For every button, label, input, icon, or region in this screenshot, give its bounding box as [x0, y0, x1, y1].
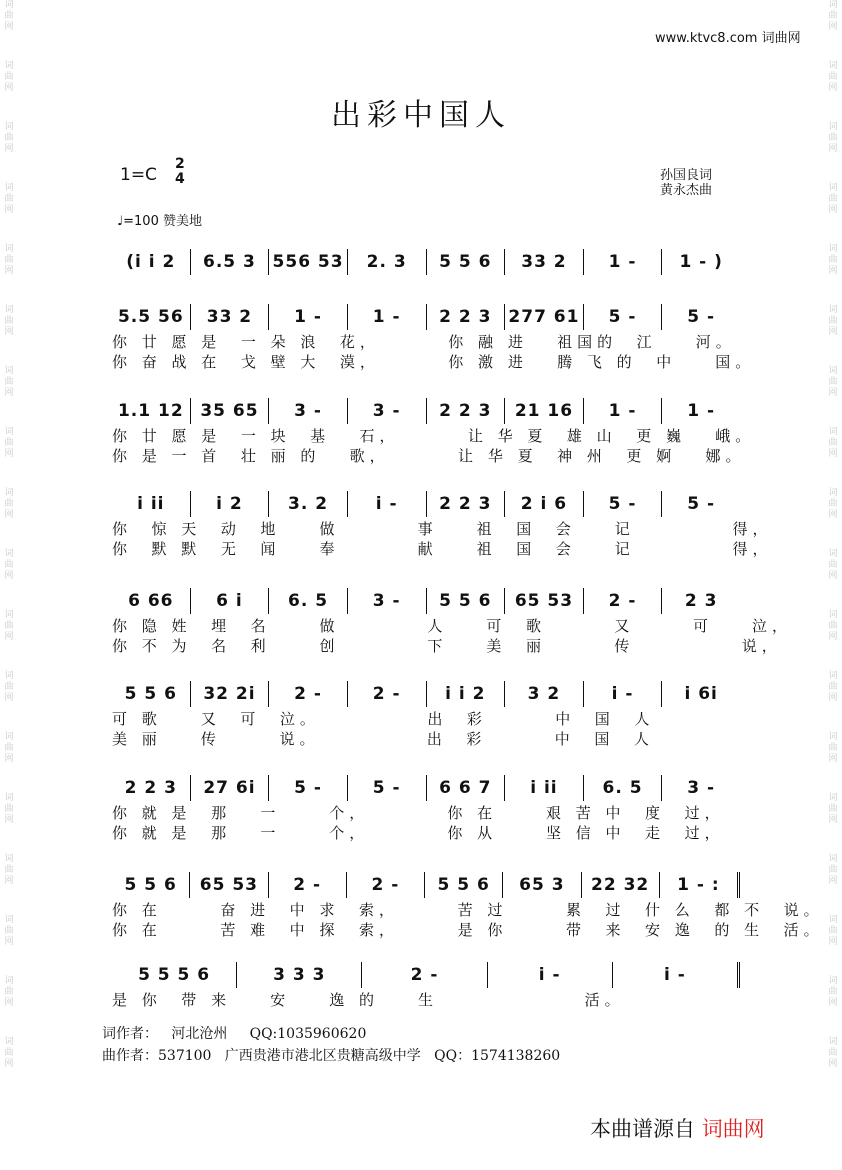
- watermark-char: 曲: [828, 377, 838, 387]
- watermark-gap: [3, 33, 15, 61]
- watermark-gap: [827, 399, 839, 427]
- watermark-char: 曲: [828, 499, 838, 509]
- watermark-char: 网: [4, 632, 14, 642]
- source-site[interactable]: 词曲网: [701, 1117, 765, 1141]
- measure: 5 -: [584, 491, 663, 517]
- watermark-char: 网: [4, 205, 14, 215]
- lyric-line: 你 惊 天 动 地 做 事 祖 国 会 记 得，: [112, 520, 773, 538]
- watermark-char: 网: [4, 876, 14, 886]
- watermark-gap: [3, 887, 15, 915]
- measure: i -: [613, 962, 740, 988]
- watermark-char: 网: [4, 83, 14, 93]
- watermark-char: 网: [828, 876, 838, 886]
- notes-row: [112, 491, 740, 517]
- watermark-char: 网: [828, 693, 838, 703]
- watermark-char: 词: [4, 549, 14, 559]
- watermark-gap: [827, 338, 839, 366]
- lyric-line: 你 就 是 那 一 个， 你 在 艰 苦 中 度 过，: [112, 804, 725, 822]
- measure: 1 -: [584, 249, 663, 275]
- measure: 5.5 56: [112, 304, 191, 330]
- watermark-char: 曲: [828, 743, 838, 753]
- notes-row: [112, 588, 740, 614]
- measure: 65 3: [503, 872, 581, 898]
- watermark-char: 曲: [4, 926, 14, 936]
- watermark-char: 曲: [828, 133, 838, 143]
- watermark-char: 网: [828, 327, 838, 337]
- measure: 5 5 5 6: [112, 962, 237, 988]
- watermark-char: 曲: [828, 926, 838, 936]
- measure: 2. 3: [348, 249, 427, 275]
- watermark-char: 网: [828, 632, 838, 642]
- lyric-line: 你 廿 愿 是 一 块 基 石， 让 华 夏 雄 山 更 巍 峨。: [112, 427, 756, 445]
- measure: 3 -: [348, 398, 427, 424]
- measure: i ii: [112, 491, 191, 517]
- time-signature: [175, 157, 185, 187]
- measure: 1 - :: [660, 872, 740, 898]
- watermark-char: 网: [828, 449, 838, 459]
- watermark-char: 词: [4, 671, 14, 681]
- watermark-gap: [827, 460, 839, 488]
- watermark-gap: [3, 948, 15, 976]
- watermark-left: [3, 0, 15, 1098]
- watermark-gap: [3, 1009, 15, 1037]
- watermark-char: 曲: [828, 865, 838, 875]
- measure: 5 5 6: [425, 872, 503, 898]
- site-header[interactable]: www.ktvc8.com 词曲网: [655, 31, 801, 46]
- watermark-char: 网: [4, 815, 14, 825]
- measure: 5 5 6: [112, 872, 190, 898]
- watermark-char: 词: [828, 0, 838, 10]
- measure: i ii: [505, 775, 584, 801]
- watermark-char: 词: [4, 976, 14, 986]
- watermark-char: 曲: [4, 194, 14, 204]
- measure: 277 61: [505, 304, 584, 330]
- watermark-char: 词: [4, 0, 14, 10]
- watermark-char: 曲: [4, 499, 14, 509]
- watermark-char: 词: [828, 732, 838, 742]
- watermark-gap: [827, 33, 839, 61]
- measure: 5 5 6: [112, 681, 191, 707]
- measure: 5 5 6: [427, 249, 506, 275]
- measure: 65 53: [190, 872, 268, 898]
- measure: 32 2i: [191, 681, 270, 707]
- score-system: [112, 962, 740, 1032]
- watermark-char: 词: [828, 427, 838, 437]
- measure: 1 -: [687, 401, 716, 421]
- watermark-char: 曲: [828, 316, 838, 326]
- measure: 6 66: [112, 588, 191, 614]
- watermark-char: 曲: [828, 987, 838, 997]
- watermark-gap: [3, 216, 15, 244]
- measure: 21 16: [505, 398, 584, 424]
- watermark-gap: [3, 338, 15, 366]
- watermark-char: 曲: [828, 682, 838, 692]
- watermark-gap: [827, 765, 839, 793]
- watermark-char: 词: [828, 549, 838, 559]
- credits: [660, 168, 712, 198]
- measure: 2 -: [269, 681, 348, 707]
- watermark-char: 词: [4, 61, 14, 71]
- watermark-char: 网: [828, 22, 838, 32]
- lyric-line: 你 隐 姓 埋 名 做 人 可 歌 又 可 泣，: [112, 617, 793, 635]
- watermark-char: 网: [828, 205, 838, 215]
- watermark-gap: [827, 704, 839, 732]
- measure: 3 3 3: [237, 962, 362, 988]
- notes-row: [112, 681, 740, 707]
- measure: 2 -: [584, 588, 663, 614]
- watermark-char: 网: [4, 449, 14, 459]
- footer-lyricist: 词作者： 河北沧州 QQ:1035960620: [102, 1026, 367, 1042]
- measure: 556 53: [269, 249, 348, 275]
- watermark-gap: [827, 277, 839, 305]
- watermark-char: 词: [828, 671, 838, 681]
- lyric-line: 你 就 是 那 一 个， 你 从 坚 信 中 走 过，: [112, 824, 725, 842]
- watermark-gap: [827, 643, 839, 671]
- lyric-line: 你 廿 愿 是 一 朵 浪 花， 你 融 进 祖国的 江 河。: [112, 333, 736, 351]
- measure: 3 -: [348, 588, 427, 614]
- measure: 3 2: [505, 681, 584, 707]
- watermark-char: 词: [828, 854, 838, 864]
- watermark-gap: [3, 582, 15, 610]
- watermark-char: 网: [828, 754, 838, 764]
- watermark-char: 曲: [828, 560, 838, 570]
- watermark-gap: [3, 277, 15, 305]
- watermark-char: 词: [4, 244, 14, 254]
- measure: 3. 2: [269, 491, 348, 517]
- watermark-char: 网: [828, 998, 838, 1008]
- watermark-char: 网: [4, 327, 14, 337]
- watermark-char: 网: [828, 937, 838, 947]
- measure: 6 i: [191, 588, 270, 614]
- watermark-gap: [827, 1070, 839, 1098]
- measure: 1 - ): [679, 252, 723, 272]
- lyricist-credit: 孙国良词: [660, 168, 713, 183]
- watermark-char: 词: [4, 793, 14, 803]
- watermark-char: 网: [4, 571, 14, 581]
- watermark-char: 网: [4, 144, 14, 154]
- watermark-gap: [827, 826, 839, 854]
- watermark-char: 词: [4, 305, 14, 315]
- measure: 6 6 7: [427, 775, 506, 801]
- watermark-char: 网: [828, 1059, 838, 1069]
- measure: 2 2 3: [427, 491, 506, 517]
- watermark-char: 网: [4, 693, 14, 703]
- score-system: [112, 588, 793, 658]
- watermark-gap: [827, 948, 839, 976]
- watermark-char: 网: [828, 83, 838, 93]
- watermark-char: 词: [828, 183, 838, 193]
- notes-row: [112, 249, 740, 275]
- time-signature-bottom: 4: [175, 171, 185, 187]
- measure: 3 -: [269, 398, 348, 424]
- measure: 3 -: [687, 778, 716, 798]
- measure: i -: [488, 962, 613, 988]
- measure: 1.1 12: [112, 398, 191, 424]
- measure: 35 65: [191, 398, 270, 424]
- watermark-gap: [3, 1070, 15, 1098]
- measure: 5 -: [687, 494, 716, 514]
- watermark-char: 曲: [4, 682, 14, 692]
- watermark-char: 词: [828, 244, 838, 254]
- watermark-char: 曲: [4, 438, 14, 448]
- lyric-line: 是 你 带 来 安 逸 的 生 活。: [112, 991, 625, 1009]
- watermark-right: [827, 0, 839, 1098]
- measure: i -: [348, 491, 427, 517]
- measure: 2 2 3: [427, 304, 506, 330]
- measure: (i i 2: [112, 249, 191, 275]
- watermark-char: 词: [828, 1037, 838, 1047]
- score-system: [112, 775, 740, 845]
- watermark-gap: [827, 887, 839, 915]
- time-signature-top: 2: [175, 156, 185, 172]
- lyric-line: 你 是 一 首 壮 丽 的 歌， 让 华 夏 神 州 更 婀 娜。: [112, 447, 746, 465]
- watermark-char: 曲: [4, 804, 14, 814]
- page-title: 出彩中国人: [331, 98, 511, 133]
- watermark-char: 网: [4, 388, 14, 398]
- score-system: [112, 491, 773, 561]
- watermark-char: 词: [4, 427, 14, 437]
- notes-row: [112, 962, 740, 988]
- watermark-char: 词: [4, 1037, 14, 1047]
- measure: 5 -: [584, 304, 663, 330]
- watermark-char: 曲: [828, 621, 838, 631]
- watermark-char: 网: [4, 22, 14, 32]
- lyric-line: 你 在 苦 难 中 探 索， 是 你 带 来 安 逸 的 生 活。: [112, 921, 824, 939]
- watermark-char: 曲: [4, 621, 14, 631]
- watermark-char: 词: [828, 976, 838, 986]
- lyric-line: 你 奋 战 在 戈 壁 大 漠， 你 激 进 腾 飞 的 中 国。: [112, 353, 756, 371]
- measure: 5 5 6: [427, 588, 506, 614]
- measure: 1 -: [584, 398, 663, 424]
- notes-row: [112, 304, 740, 330]
- measure: 65 53: [505, 588, 584, 614]
- watermark-char: 曲: [4, 560, 14, 570]
- watermark-char: 词: [828, 793, 838, 803]
- watermark-gap: [3, 826, 15, 854]
- watermark-char: 词: [828, 915, 838, 925]
- notes-row: [112, 872, 740, 898]
- watermark-char: 曲: [4, 987, 14, 997]
- watermark-char: 词: [4, 488, 14, 498]
- watermark-char: 网: [828, 815, 838, 825]
- watermark-char: 词: [828, 61, 838, 71]
- watermark-gap: [827, 1009, 839, 1037]
- measure: 5 -: [687, 307, 716, 327]
- watermark-char: 词: [4, 183, 14, 193]
- notes-row: [112, 398, 740, 424]
- measure: 2 i 6: [505, 491, 584, 517]
- composer-credit: 黄永杰曲: [660, 183, 713, 198]
- watermark-char: 曲: [4, 316, 14, 326]
- lyric-line: 你 在 奋 进 中 求 索， 苦 过 累 过 什 么 都 不 说。: [112, 901, 824, 919]
- watermark-gap: [827, 582, 839, 610]
- measure: 2 -: [269, 872, 347, 898]
- source-banner[interactable]: [590, 1113, 765, 1143]
- watermark-char: 词: [4, 732, 14, 742]
- watermark-char: 曲: [828, 11, 838, 21]
- measure: 22 32: [582, 872, 660, 898]
- watermark-char: 词: [828, 488, 838, 498]
- watermark-char: 网: [4, 510, 14, 520]
- watermark-char: 曲: [828, 255, 838, 265]
- watermark-char: 曲: [4, 865, 14, 875]
- measure: 2 -: [347, 872, 425, 898]
- watermark-char: 网: [828, 144, 838, 154]
- measure: 1 -: [348, 304, 427, 330]
- watermark-gap: [3, 704, 15, 732]
- watermark-char: 词: [828, 610, 838, 620]
- watermark-char: 曲: [828, 1048, 838, 1058]
- tempo-marking: ♩=100 赞美地: [117, 214, 202, 229]
- watermark-char: 网: [828, 510, 838, 520]
- watermark-char: 曲: [828, 804, 838, 814]
- watermark-char: 网: [4, 1059, 14, 1069]
- watermark-char: 曲: [828, 194, 838, 204]
- measure: 6. 5: [269, 588, 348, 614]
- watermark-char: 曲: [4, 743, 14, 753]
- measure: 27 6i: [191, 775, 270, 801]
- measure: i 2: [191, 491, 270, 517]
- notes-row: [112, 775, 740, 801]
- measure: 5 -: [348, 775, 427, 801]
- measure: 2 3: [684, 591, 718, 611]
- score-system: [112, 681, 740, 751]
- footer-composer: 曲作者：537100 广西贵港市港北区贵糖高级中学 QQ：1574138260: [102, 1048, 561, 1064]
- watermark-char: 网: [828, 266, 838, 276]
- measure: 6. 5: [584, 775, 663, 801]
- measure: i -: [584, 681, 663, 707]
- watermark-gap: [827, 216, 839, 244]
- watermark-gap: [3, 399, 15, 427]
- watermark-char: 网: [828, 388, 838, 398]
- score-system: [112, 398, 756, 468]
- watermark-char: 词: [4, 915, 14, 925]
- watermark-gap: [827, 521, 839, 549]
- watermark-char: 曲: [4, 72, 14, 82]
- watermark-char: 词: [4, 610, 14, 620]
- watermark-char: 曲: [828, 438, 838, 448]
- source-prefix: 本曲谱源自: [590, 1117, 695, 1141]
- watermark-char: 网: [828, 571, 838, 581]
- measure: 2 -: [362, 962, 487, 988]
- lyric-line: 你 不 为 名 利 创 下 美 丽 传 说，: [112, 637, 782, 655]
- watermark-char: 曲: [4, 11, 14, 21]
- measure: i i 2: [427, 681, 506, 707]
- measure: 2 -: [348, 681, 427, 707]
- lyric-line: 你 默 默 无 闻 奉 献 祖 国 会 记 得，: [112, 540, 773, 558]
- watermark-char: 网: [4, 937, 14, 947]
- watermark-char: 网: [4, 998, 14, 1008]
- measure: 2 2 3: [112, 775, 191, 801]
- watermark-char: 曲: [4, 255, 14, 265]
- measure: 6.5 3: [191, 249, 270, 275]
- watermark-gap: [3, 643, 15, 671]
- lyric-line: 可 歌 又 可 泣。 出 彩 中 国 人: [112, 710, 655, 728]
- lyric-line: 美 丽 传 说。 出 彩 中 国 人: [112, 730, 654, 748]
- watermark-char: 网: [4, 266, 14, 276]
- watermark-gap: [3, 521, 15, 549]
- watermark-char: 网: [4, 754, 14, 764]
- watermark-gap: [3, 460, 15, 488]
- watermark-char: 词: [828, 122, 838, 132]
- watermark-char: 曲: [4, 1048, 14, 1058]
- watermark-char: 词: [828, 366, 838, 376]
- measure: 1 -: [269, 304, 348, 330]
- watermark-char: 词: [4, 366, 14, 376]
- measure: 33 2: [505, 249, 584, 275]
- score-system: [112, 304, 756, 374]
- score-system: [112, 872, 824, 942]
- watermark-char: 曲: [4, 133, 14, 143]
- watermark-char: 曲: [4, 377, 14, 387]
- measure: 33 2: [191, 304, 270, 330]
- watermark-gap: [3, 155, 15, 183]
- watermark-char: 词: [4, 854, 14, 864]
- watermark-gap: [827, 155, 839, 183]
- measure: i 6i: [684, 684, 718, 704]
- watermark-char: 曲: [828, 72, 838, 82]
- measure: 2 2 3: [427, 398, 506, 424]
- watermark-gap: [3, 765, 15, 793]
- watermark-char: 词: [828, 305, 838, 315]
- key-signature: 1=C: [120, 165, 157, 185]
- watermark-char: 词: [4, 122, 14, 132]
- measure: 5 -: [269, 775, 348, 801]
